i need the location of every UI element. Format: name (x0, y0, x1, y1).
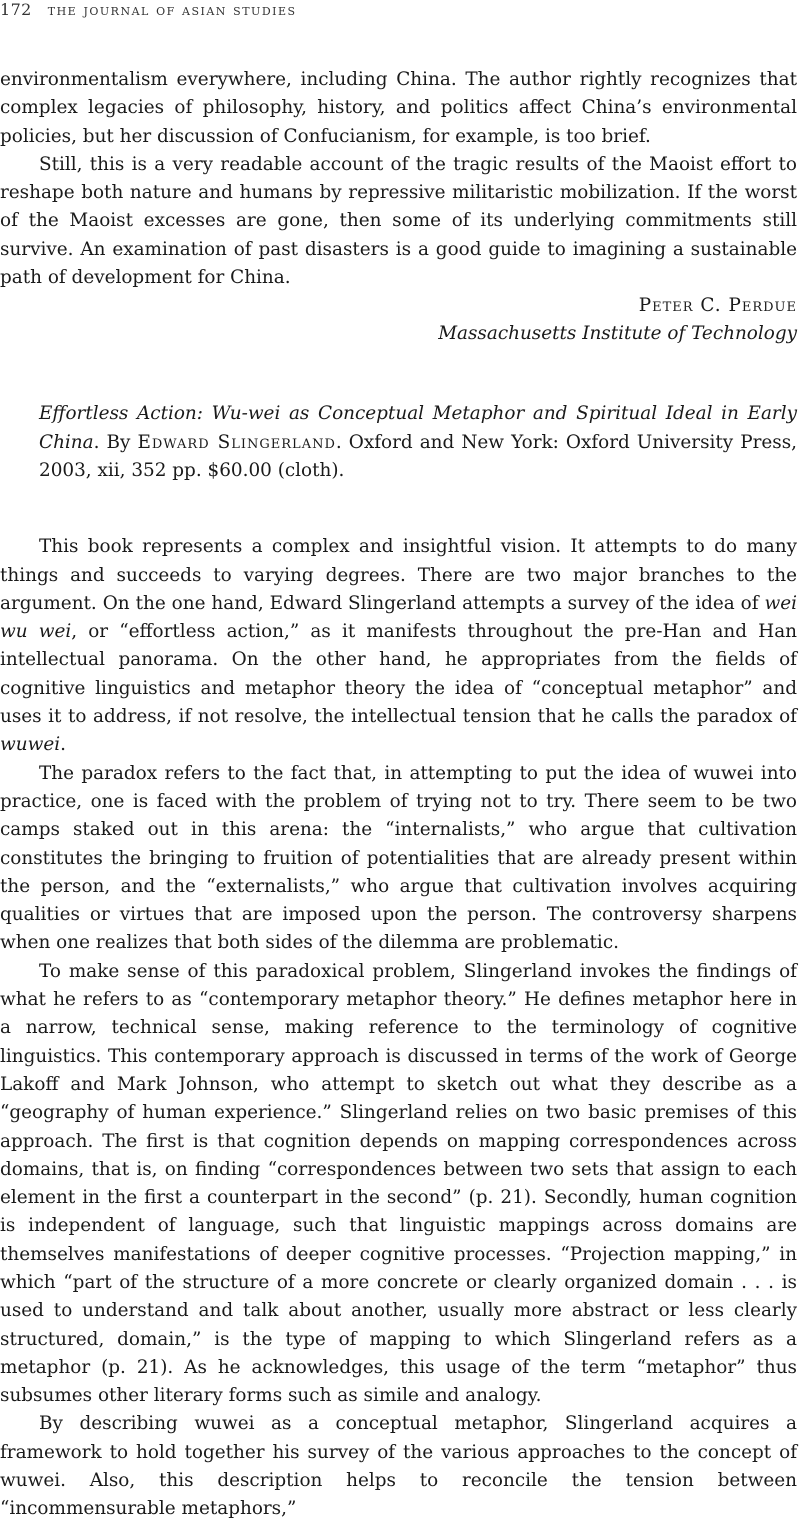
review-text (0, 533, 797, 1523)
review-paragraph (0, 533, 797, 759)
text-run: . (60, 734, 66, 756)
italic-term: wuwei (0, 734, 61, 756)
book-citation (0, 400, 797, 485)
text-run: This book represents a complex and insightful vision. It attempts to do many things and succeeds to varying degrees. There are two major branches to the argument. On the one hand, Edward Slingerland attempts a survey of the idea of (0, 536, 797, 614)
journal-title: the journal of asian studies (47, 1, 297, 19)
page-body (0, 66, 797, 1524)
italic-term: wei wu wei (0, 592, 797, 643)
text-run: , or “effortless action,” as it manifests throughout the pre-Han and Han intellectual panorama. On the other hand, he appropriates from the fields of cognitive linguistics and metaphor theory the idea of “conceptual metaphor” and uses it to address, if not resolve, the intellectual tension that he calls the paradox of (0, 621, 797, 728)
citation-publisher: . Oxford and New York: Oxford University Press, 2003, xii, 352 pp. $60.00 (cloth). (39, 431, 797, 481)
running-header (0, 0, 297, 22)
reviewer-institution: Massachusetts Institute of Technology (438, 323, 797, 345)
prev-review-paragraph: Still, this is a very readable account of the tragic results of the Maoist effort to reshape both nature and humans by repressive militaristic mobilization. If the worst of the Maoist excesses are gone, then some of its underlying commitments still survive. An examination of past disasters is a good guide to imagining a sustainable path of development for China. (0, 153, 797, 289)
review-paragraph: To make sense of this paradoxical problem, Slingerland invokes the findings of what he refers to as “contemporary metaphor theory.” He defines metaphor here in a narrow, technical sense, making reference to the terminology of cognitive linguistics. This contemporary approach is discussed in terms of the work of George Lakoff and Mark Johnson, who attempt to sketch out what they describe as a “geography of human experience.” Slingerland relies on two basic premises of this approach. The first is that cognition depends on mapping correspondences across domains, that is, on finding “correspondences between two sets that assign to each element in the first a counterpart in the second” (p. 21). Secondly, human cognition is independent of language, such that linguistic mappings across domains are themselves manifestations of deeper cognitive processes. “Projection mapping,” in which “part of the structure of a more concrete or clearly organized domain . . . is used to understand and talk about another, usually more abstract or less clearly structured, domain,” is the type of mapping to which Slingerland refers as a metaphor (p. 21). As he acknowledges, this usage of the term “metaphor” thus subsumes other literary forms such as simile and analogy. (0, 960, 797, 1407)
prev-review-paragraph: environmentalism everywhere, including China. The author rightly recognizes that complex legacies of philosophy, history, and politics affect China’s environmental policies, but her discussion of Confucianism, for example, is too brief. (0, 69, 797, 147)
reviewer-signature (0, 292, 797, 348)
book-title: Effortless Action: Wu-wei as Conceptual Metaphor and Spiritual Ideal in Early China (39, 403, 797, 453)
page-number: 172 (0, 0, 32, 19)
citation-by: . By (93, 431, 138, 453)
review-paragraph: By describing wuwei as a conceptual metaphor, Slingerland acquires a framework to hold together his survey of the various approaches to the concept of wuwei. Also, this description helps to reconcile the tension between “incommensurable metaphors,” (0, 1413, 797, 1520)
reviewer-name: Peter C. Perdue (638, 295, 797, 317)
review-paragraph: The paradox refers to the fact that, in attempting to put the idea of wuwei into practice, one is faced with the problem of trying not to try. There seem to be two camps staked out in this arena: the “internalists,” who argue that cultivation constitutes the bringing to fruition of potentialities that are already present within the person, and the “externalists,” who argue that cultivation involves acquiring qualities or virtues that are imposed upon the person. The controversy sharpens when one realizes that both sides of the dilemma are problematic. (0, 762, 797, 954)
book-author: Edward Slingerland (137, 431, 336, 453)
